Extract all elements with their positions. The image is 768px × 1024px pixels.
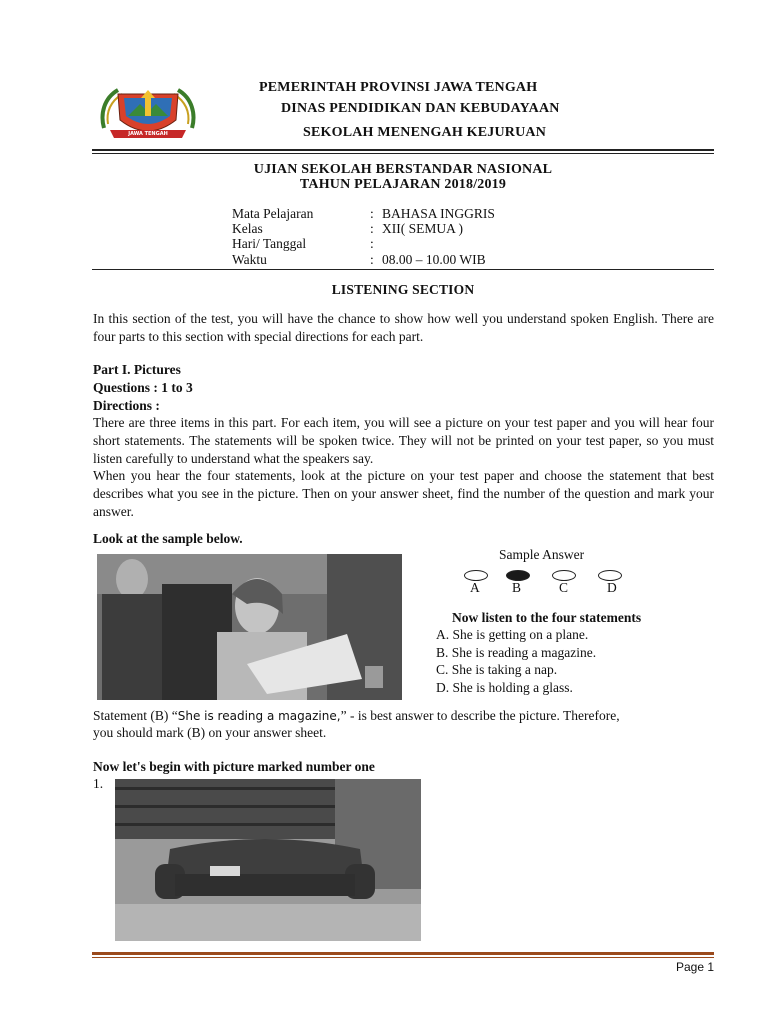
info-row (0, 236, 768, 252)
section-title: LISTENING SECTION (331, 282, 475, 297)
header-line-1: PEMERINTAH PROVINSI JAWA TENGAH (259, 80, 538, 95)
header-line-2: DINAS PENDIDIKAN DAN KEBUDAYAAN (281, 101, 560, 116)
header-divider-thin (92, 153, 714, 154)
info-colon: : (370, 221, 374, 236)
part-questions: Questions : 1 to 3 (93, 380, 193, 395)
info-colon: : (370, 206, 374, 221)
info-label: Mata Pelajaran (232, 206, 314, 221)
directions-label: Directions : (93, 398, 160, 413)
sample-label: Look at the sample below. (93, 531, 243, 546)
footer-rule-thin (92, 957, 714, 958)
info-value: BAHASA INGGRIS (382, 206, 495, 221)
explanation-prefix: Statement (B) “ (93, 708, 178, 723)
info-colon: : (370, 236, 374, 251)
statement-d: D. She is holding a glass. (436, 680, 573, 695)
exam-year: TAHUN PELAJARAN 2018/2019 (299, 177, 507, 192)
explanation-line-2: you should mark (B) on your answer sheet. (93, 725, 327, 740)
statement-c: C. She is taking a nap. (436, 662, 558, 677)
info-row (0, 206, 768, 222)
info-divider (92, 269, 714, 270)
logo-ribbon-text: JAWA TENGAH (128, 131, 168, 137)
page-number: Page 1 (676, 960, 715, 974)
question-number: 1. (93, 776, 104, 791)
directions-paragraph-2: When you hear the four statements, look at the picture on your test paper and choose the statement that best describes what you see in the picture. Then on your answer sheet, find the number of the question and mark your answer. (93, 468, 714, 519)
exam-title: UJIAN SEKOLAH BERSTANDAR NASIONAL (253, 162, 553, 177)
explanation-suffix: ” - is best answer to describe the picture. Therefore, (340, 708, 620, 723)
info-colon: : (370, 252, 374, 267)
header-divider-thick (92, 149, 714, 151)
option-letter-b: B (512, 580, 522, 595)
info-value: XII( SEMUA ) (382, 221, 463, 236)
part-title: Part I. Pictures (93, 362, 181, 377)
exam-info-table (0, 206, 768, 272)
section-intro: In this section of the test, you will have the chance to show how well you understand spoken English. There are four parts to this section with special directions for each part. (93, 311, 714, 344)
info-label: Waktu (232, 252, 267, 267)
footer-rule (92, 952, 714, 955)
explanation-line-1 (93, 708, 620, 724)
info-row (0, 252, 768, 268)
directions-paragraph-1: There are three items in this part. For each item, you will see a picture on your test paper and you will hear four short statements. The statements will be spoken twice. They will not be printed on your test paper, so you must listen carefully to understand what the speakers say. (93, 415, 714, 466)
explanation-quote: She is reading a magazine, (177, 709, 341, 723)
begin-title: Now let's begin with picture marked number one (93, 759, 375, 774)
option-letter-c: C (559, 580, 569, 595)
sample-answer-title: Sample Answer (499, 547, 585, 562)
statement-b: B. She is reading a magazine. (436, 645, 597, 660)
provincial-logo (96, 84, 200, 146)
option-letter-d: D (607, 580, 617, 595)
info-label: Hari/ Tanggal (232, 236, 307, 251)
sample-photo (97, 554, 402, 700)
header-line-3: SEKOLAH MENENGAH KEJURUAN (303, 125, 547, 140)
question-1-photo (115, 779, 421, 941)
statement-a: A. She is getting on a plane. (436, 627, 589, 642)
info-label: Kelas (232, 221, 263, 236)
option-letter-a: A (470, 580, 480, 595)
info-row (0, 221, 768, 237)
listen-title: Now listen to the four statements (452, 610, 642, 625)
info-value: 08.00 – 10.00 WIB (382, 252, 486, 267)
